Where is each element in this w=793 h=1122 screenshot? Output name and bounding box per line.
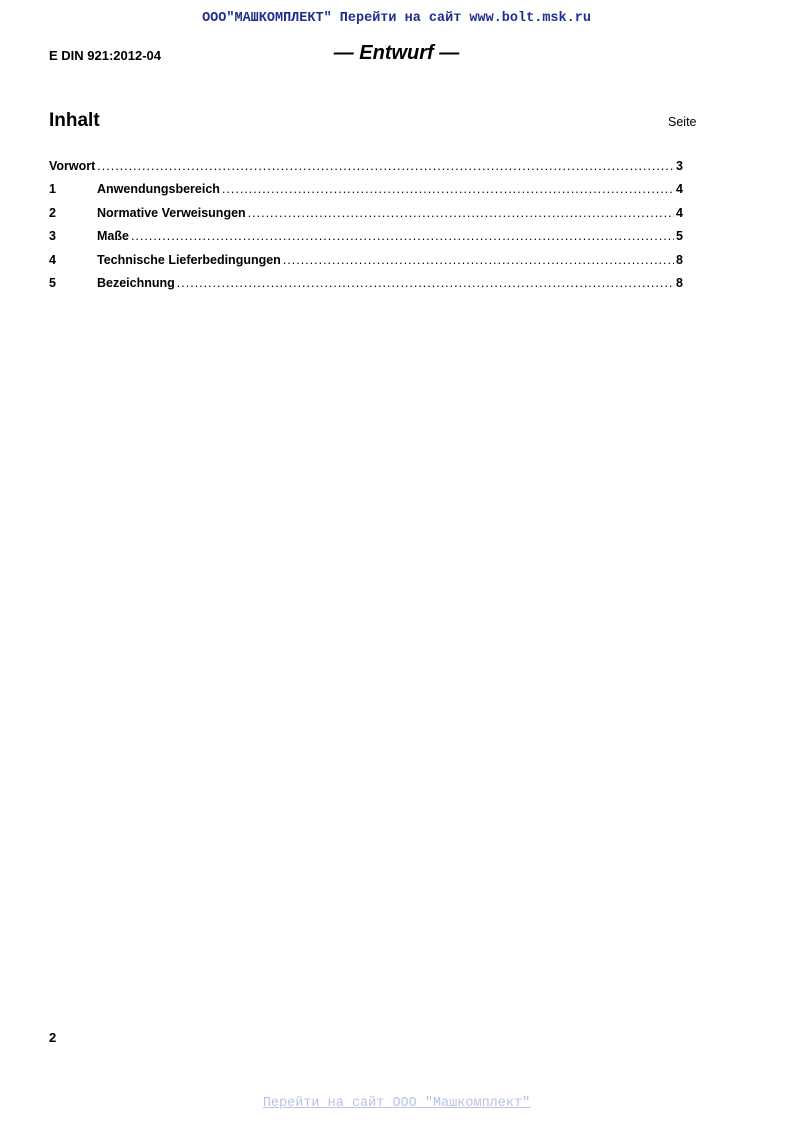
draft-label: — Entwurf —: [333, 42, 460, 64]
toc-heading: Inhalt: [49, 110, 100, 131]
toc-entry-title: Technische Lieferbedingungen: [97, 252, 281, 267]
toc-entry-title: Bezeichnung: [97, 275, 175, 290]
toc-entry-page: 4: [676, 182, 683, 197]
toc-entry-number: 2: [49, 205, 56, 220]
toc-entry-vorwort[interactable]: [49, 159, 683, 182]
toc-dot-leader: [131, 229, 674, 243]
table-of-contents: [49, 159, 683, 299]
toc-entry-title: Normative Verweisungen: [97, 205, 246, 220]
toc-page-column-label: Seite: [668, 115, 697, 129]
toc-entry-normative-verweisungen[interactable]: [49, 206, 683, 229]
toc-entry-bezeichnung[interactable]: [49, 276, 683, 299]
top-banner[interactable]: [0, 11, 793, 26]
toc-entry-title: Anwendungsbereich: [97, 182, 220, 197]
toc-dot-leader: [283, 253, 674, 267]
toc-entry-number: 1: [49, 182, 56, 197]
footer-link[interactable]: Перейти на сайт ООО "Машкомплект": [262, 1096, 531, 1111]
toc-entry-number: 4: [49, 252, 56, 267]
toc-entry-title: Maße: [97, 229, 129, 244]
toc-entry-title: Vorwort: [49, 159, 96, 173]
toc-entry-page: 8: [676, 252, 683, 267]
toc-dot-leader: [97, 159, 674, 173]
toc-dot-leader: [248, 206, 674, 220]
toc-entry-page: 4: [676, 205, 683, 220]
toc-dot-leader: [177, 276, 674, 290]
toc-entry-page: 3: [676, 159, 683, 173]
toc-entry-page: 8: [676, 275, 683, 290]
banner-link[interactable]: ООО"МАШКОМПЛЕКТ" Перейти на сайт www.bolt.msk.ru: [202, 11, 591, 26]
document-id: E DIN 921:2012-04: [49, 48, 162, 63]
page-number: 2: [49, 1030, 57, 1045]
toc-entry-technische-lieferbedingungen[interactable]: [49, 253, 683, 276]
toc-entry-anwendungsbereich[interactable]: [49, 182, 683, 205]
toc-entry-number: 3: [49, 229, 56, 244]
toc-entry-masse[interactable]: [49, 229, 683, 252]
toc-dot-leader: [222, 182, 674, 196]
toc-entry-page: 5: [676, 229, 683, 244]
toc-entry-number: 5: [49, 275, 56, 290]
